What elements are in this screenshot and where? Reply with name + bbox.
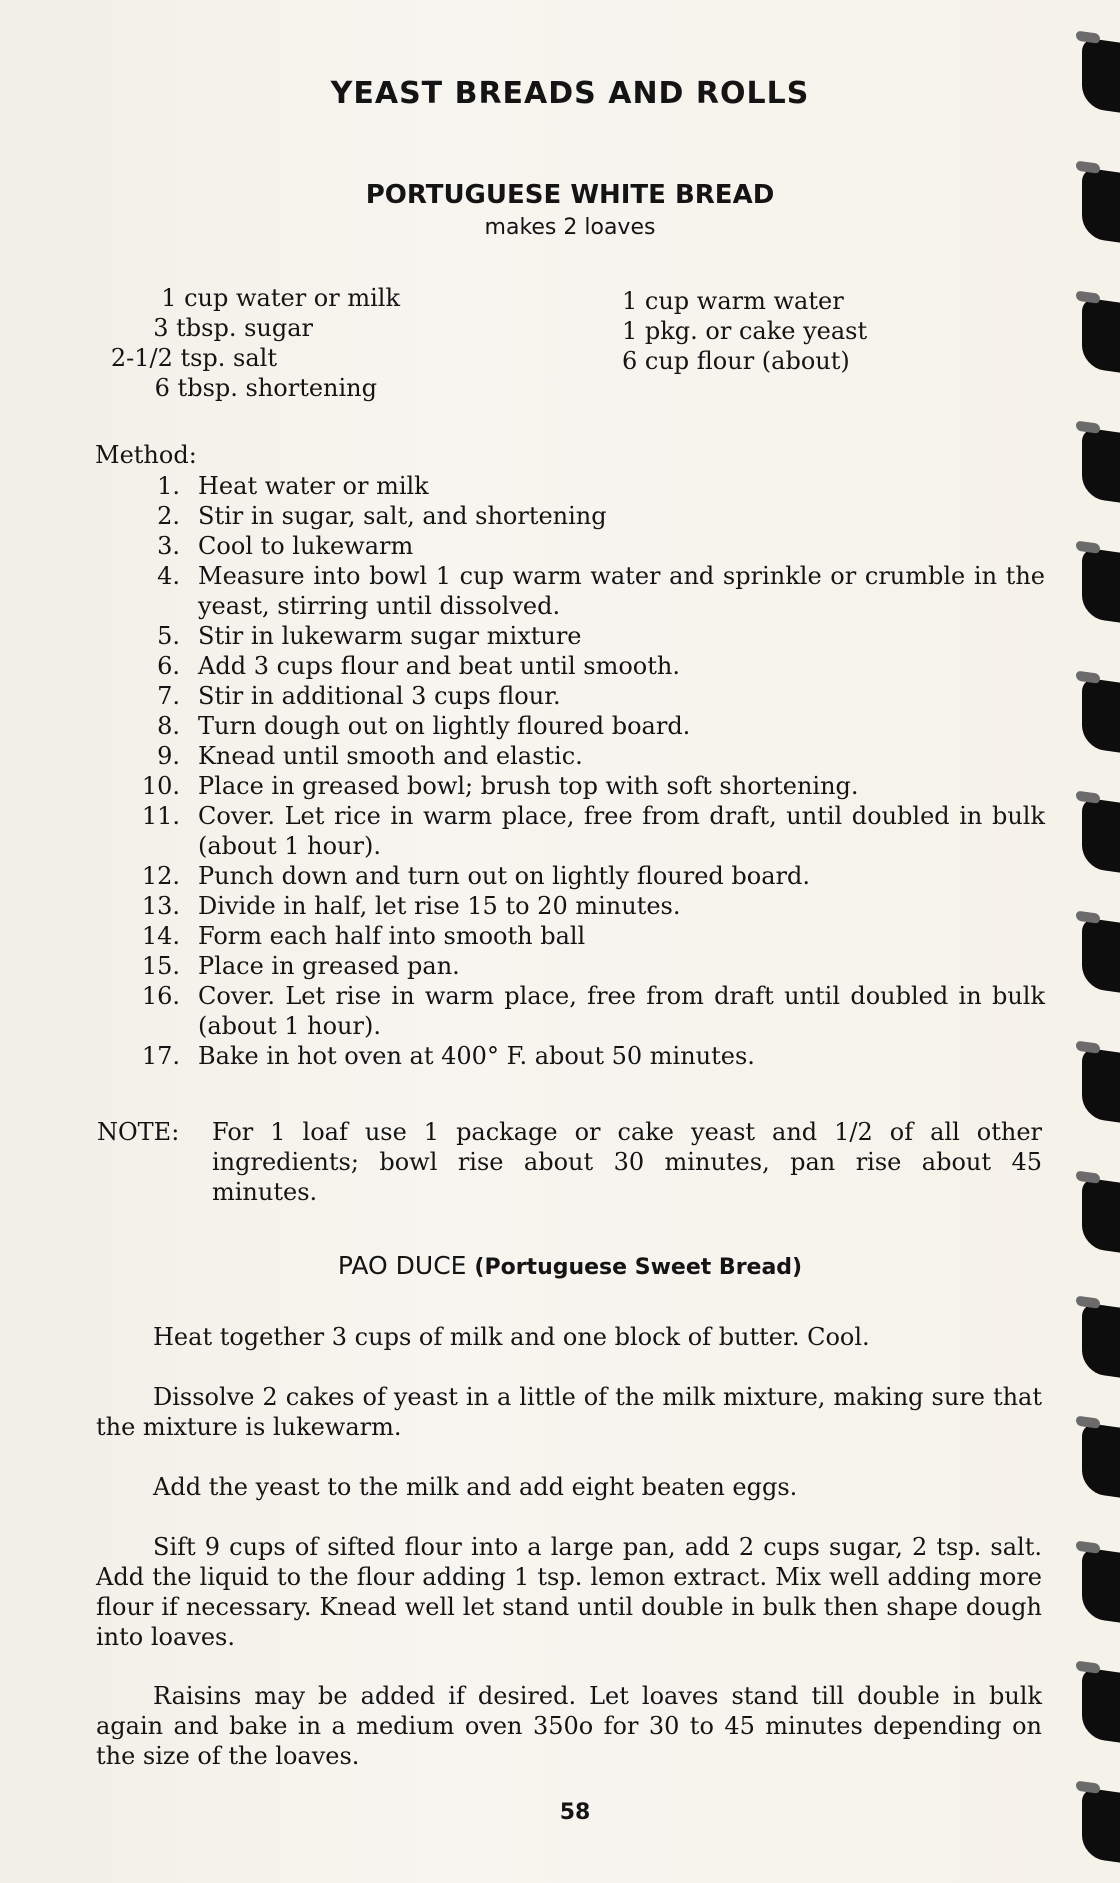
step-text: Stir in sugar, salt, and shortening: [198, 502, 607, 530]
method-step: [95, 921, 1045, 951]
binding-tab: [1082, 1422, 1120, 1497]
method-step: [95, 711, 1045, 741]
step-number: 14.: [141, 922, 180, 950]
binding-tab: [1082, 547, 1120, 622]
spiral-binding: [1072, 0, 1120, 1883]
binding-tab: [1082, 1177, 1120, 1252]
step-text: Form each half into smooth ball: [198, 922, 586, 950]
ingredient: 6 tbsp. shortening: [154, 374, 377, 402]
step-number: 3.: [157, 532, 180, 560]
ingredient: 6 cup flour (about): [622, 347, 850, 375]
method-step: [95, 951, 1045, 981]
step-number: 16.: [141, 982, 180, 1010]
method-step: [95, 981, 1045, 1041]
step-number: 8.: [157, 712, 180, 740]
ingredient: 1 pkg. or cake yeast: [622, 317, 868, 345]
step-text: Stir in lukewarm sugar mixture: [198, 622, 582, 650]
method-step: [95, 621, 1045, 651]
step-text: Place in greased bowl; brush top with soft shortening.: [198, 772, 859, 800]
step-text: Divide in half, let rise 15 to 20 minutes.: [198, 892, 681, 920]
step-text: Measure into bowl 1 cup warm water and sprinkle or crumble in the yeast, stirring until dissolved.: [198, 562, 1045, 620]
step-number: 6.: [157, 652, 180, 680]
step-text: Heat water or milk: [198, 472, 429, 500]
step-number: 4.: [157, 562, 180, 590]
method-step: [95, 771, 1045, 801]
ingredients-left: [95, 283, 400, 403]
binding-tab: [1082, 1302, 1120, 1377]
binding-tab: [1082, 1787, 1120, 1862]
step-number: 10.: [141, 772, 180, 800]
instruction-paragraph: Dissolve 2 cakes of yeast in a little of the milk mixture, making sure that the mixture is lukewarm.: [96, 1383, 1042, 1441]
ingredient: 1 cup warm water: [622, 287, 844, 315]
method-step: [95, 501, 1045, 531]
note-text: For 1 loaf use 1 package or cake yeast and 1/2 of all other ingredients; bowl rise about 30 minutes, pan rise about 45 minutes.: [212, 1118, 1042, 1206]
note-label: NOTE:: [97, 1118, 180, 1146]
step-number: 17.: [141, 1042, 180, 1070]
instruction-paragraph: Heat together 3 cups of milk and one block of butter. Cool.: [153, 1323, 870, 1351]
binding-tab: [1082, 677, 1120, 752]
binding-tab: [1082, 917, 1120, 992]
step-number: 13.: [141, 892, 180, 920]
step-text: Place in greased pan.: [198, 952, 460, 980]
page-number: 58: [559, 1800, 591, 1825]
binding-tab: [1082, 427, 1120, 502]
step-number: 9.: [157, 742, 180, 770]
step-number: 12.: [141, 862, 180, 890]
method-step: [95, 651, 1045, 681]
recipe-title-pao-duce: [0, 1251, 1120, 1280]
step-text: Cover. Let rice in warm place, free from draft, until doubled in bulk (about 1 hour).: [198, 802, 1045, 860]
instruction-paragraph: Raisins may be added if desired. Let loaves stand till double in bulk again and bake in a medium oven 350o for 30 to 45 minutes depending on the size of the loaves.: [96, 1682, 1042, 1770]
method-steps: [95, 471, 1045, 1071]
method-step: [95, 861, 1045, 891]
ingredient: 1 cup water or milk: [161, 284, 400, 312]
step-number: 5.: [157, 622, 180, 650]
recipe-yield: makes 2 loaves: [484, 215, 656, 240]
section-title: YEAST BREADS AND ROLLS: [330, 76, 810, 111]
step-number: 1.: [157, 472, 180, 500]
method-step: [95, 1041, 1045, 1071]
step-text: Bake in hot oven at 400° F. about 50 minutes.: [198, 1042, 755, 1070]
step-text: Punch down and turn out on lightly floured board.: [198, 862, 811, 890]
method-label: Method:: [95, 441, 197, 469]
method-step: [95, 681, 1045, 711]
step-text: Cool to lukewarm: [198, 532, 414, 560]
step-text: Turn dough out on lightly floured board.: [198, 712, 691, 740]
method-step: [95, 471, 1045, 501]
ingredient: 3 tbsp. sugar: [153, 314, 313, 342]
method-step: [95, 741, 1045, 771]
step-text: Knead until smooth and elastic.: [198, 742, 583, 770]
ingredient: 2-1/2 tsp. salt: [110, 344, 277, 372]
method-step: [95, 891, 1045, 921]
step-text: Cover. Let rise in warm place, free from draft until doubled in bulk (about 1 hour).: [198, 982, 1045, 1040]
recipe-title: PORTUGUESE WHITE BREAD: [365, 180, 775, 210]
step-number: 11.: [141, 802, 180, 830]
method-step: [95, 561, 1045, 621]
recipe-subtitle: (Portuguese Sweet Bread): [474, 1255, 803, 1280]
step-number: 7.: [157, 682, 180, 710]
step-text: Add 3 cups flour and beat until smooth.: [198, 652, 680, 680]
step-number: 15.: [141, 952, 180, 980]
binding-tab: [1082, 1047, 1120, 1122]
binding-tab: [1082, 1667, 1120, 1742]
binding-tab: [1082, 1547, 1120, 1622]
method-step: [95, 801, 1045, 861]
binding-tab: [1082, 297, 1120, 372]
step-number: 2.: [157, 502, 180, 530]
instruction-paragraph: Add the yeast to the milk and add eight beaten eggs.: [153, 1473, 798, 1501]
recipe-title: PAO DUCE: [337, 1251, 467, 1280]
binding-tab: [1082, 797, 1120, 872]
ingredients-right: [622, 286, 867, 376]
instruction-paragraph: Sift 9 cups of sifted flour into a large pan, add 2 cups sugar, 2 tsp. salt. Add the liquid to the flour adding 1 tsp. lemon extract. Mix well adding more flour if necessary. Knead well let stand until double in bulk then shape dough into loaves.: [96, 1533, 1042, 1651]
step-text: Stir in additional 3 cups flour.: [198, 682, 561, 710]
recipe-note: [97, 1117, 1042, 1207]
method-step: [95, 531, 1045, 561]
